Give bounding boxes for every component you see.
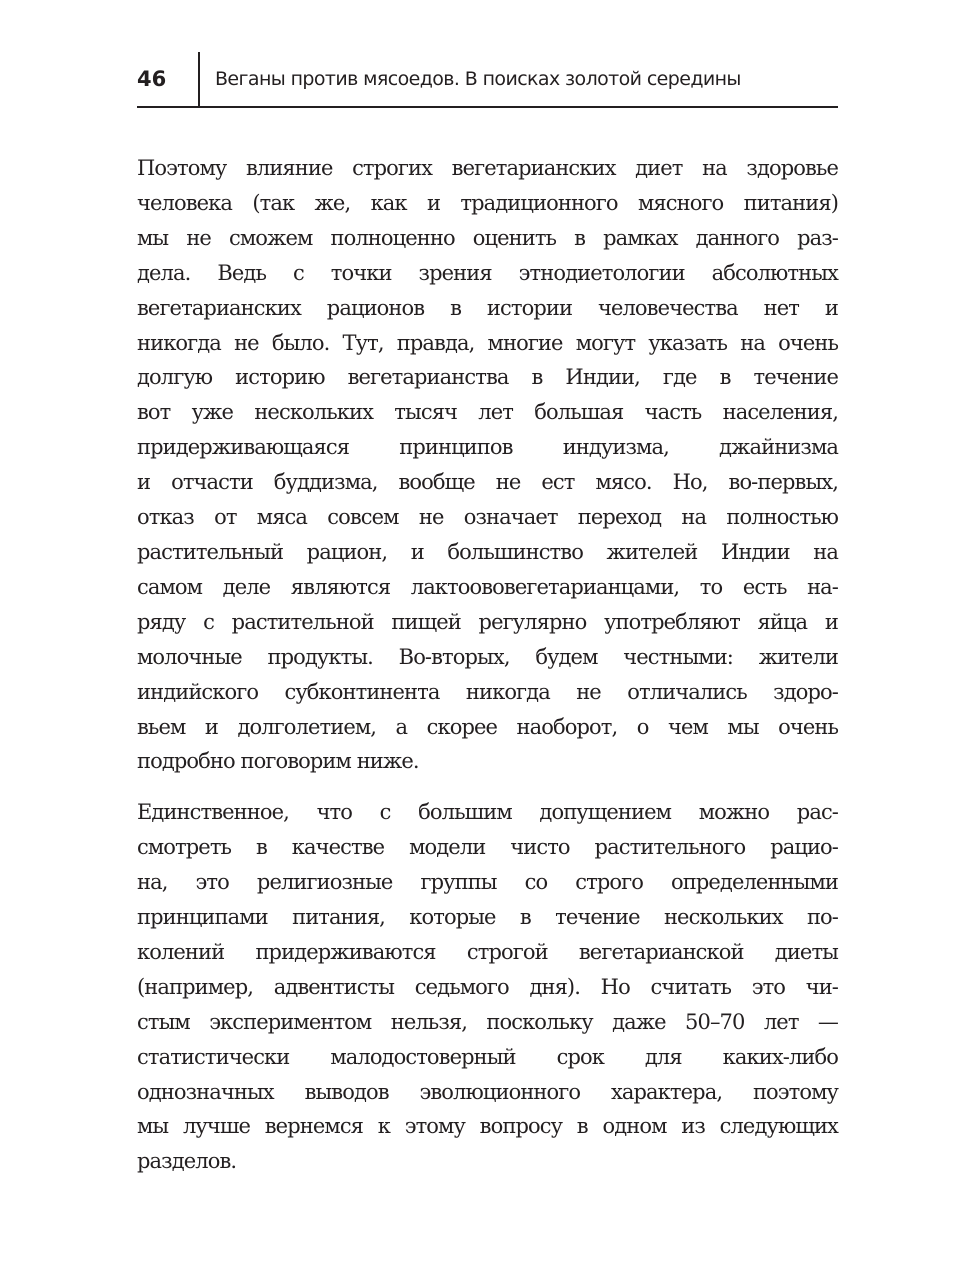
text-line: самом деле являются лактоововегетарианцами, то есть на- xyxy=(137,574,838,599)
text-line: вьем и долголетием, а скорее наоборот, о чем мы очень xyxy=(137,714,838,739)
text-line: человека (так же, как и традиционного мясного питания) xyxy=(137,190,838,215)
running-header xyxy=(137,52,838,108)
text-line: никогда не было. Тут, правда, многие могут указать на очень xyxy=(137,330,838,355)
text-line: стым экспериментом нельзя, поскольку даже 50–70 лет — xyxy=(137,1009,838,1034)
text-line: однозначных выводов эволюционного характера, поэтому xyxy=(137,1079,838,1104)
text-line: придерживающаяся принципов индуизма, джайнизма xyxy=(137,435,838,460)
text-line: вегетарианских рационов в истории человечества нет и xyxy=(137,295,838,320)
text-line: и отчасти буддизма, вообще не ест мясо. Но, во-первых, xyxy=(137,470,838,495)
page-number: 46 xyxy=(137,67,167,91)
text-line: индийского субконтинента никогда не отличались здоро- xyxy=(137,679,838,704)
running-title: Веганы против мясоедов. В поисках золотой середины xyxy=(215,68,741,90)
text-line: Единственное, что с большим допущением можно рас- xyxy=(137,800,838,825)
text-line: вот уже нескольких тысяч лет большая часть населения, xyxy=(137,400,838,425)
text-line: Поэтому влияние строгих вегетарианских диет на здоровье xyxy=(137,156,838,180)
text-line: растительный рацион, и большинство жителей Индии на xyxy=(137,539,838,564)
paragraph xyxy=(137,151,838,779)
text-line: (например, адвентисты седьмого дня). Но считать это чи- xyxy=(137,974,838,999)
text-line: ряду с растительной пищей регулярно употребляют яйца и xyxy=(137,609,838,634)
text-line: колений придерживаются строгой вегетарианской диеты xyxy=(137,939,838,964)
text-line: смотреть в качестве модели чисто растительного рацио- xyxy=(137,835,838,860)
text-line: на, это религиозные группы со строго определенными xyxy=(137,870,838,895)
paragraph xyxy=(137,795,838,1179)
text-line: подробно поговорим ниже. xyxy=(137,749,419,774)
text-line: молочные продукты. Во-вторых, будем честными: жители xyxy=(137,644,838,669)
header-divider xyxy=(198,52,200,106)
text-line: мы лучше вернемся к этому вопросу в одном из следующих xyxy=(137,1114,838,1139)
text-line: мы не сможем полноценно оценить в рамках данного раз- xyxy=(137,225,838,250)
text-line: статистически малодостоверный срок для каких-либо xyxy=(137,1044,838,1069)
body-text xyxy=(137,151,838,1179)
text-line: принципами питания, которые в течение нескольких по- xyxy=(137,905,838,930)
text-line: отказ от мяса совсем не означает переход на полностью xyxy=(137,505,838,530)
text-line: дела. Ведь с точки зрения этнодиетологии абсолютных xyxy=(137,260,838,285)
text-line: разделов. xyxy=(137,1149,237,1174)
text-line: долгую историю вегетарианства в Индии, где в течение xyxy=(137,365,838,390)
